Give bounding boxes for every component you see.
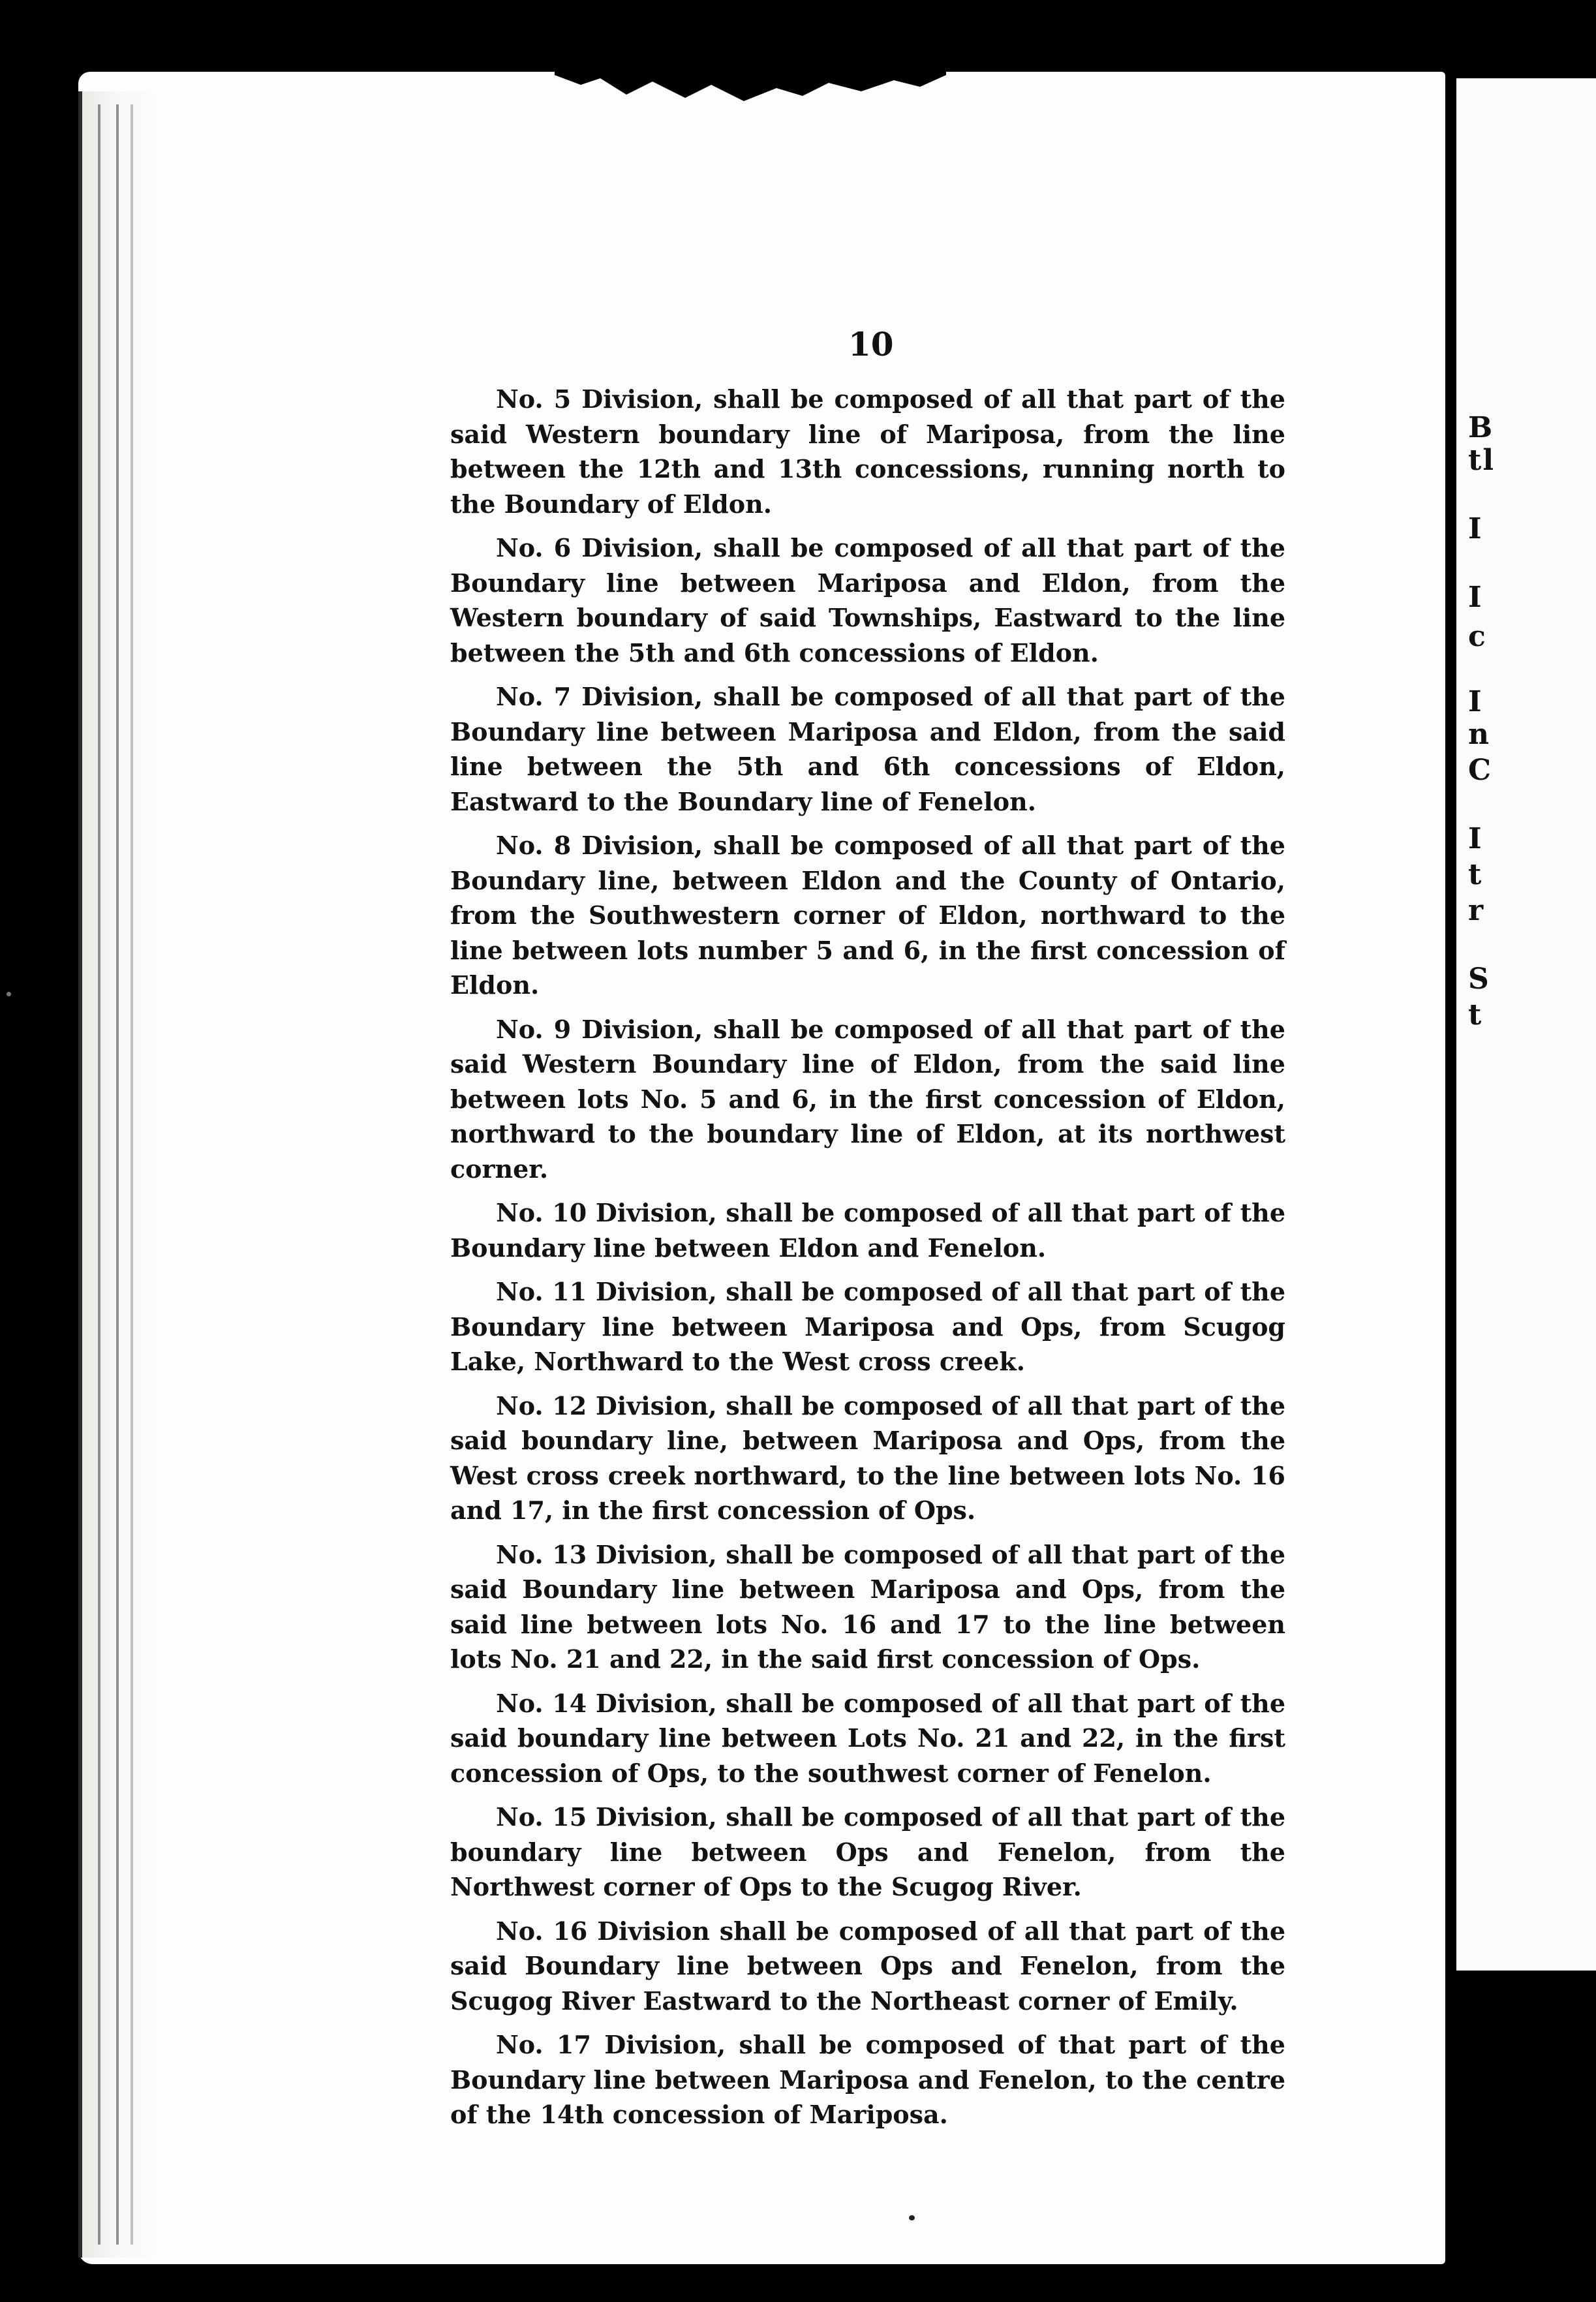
division-paragraph: No. 13 Division, shall be composed of all that part of the said Boundary line between Mariposa and Ops, from the said line between lots No. 16 and 17 to the line between lots No. 21 and 22, in the said first concession of Ops. xyxy=(450,1539,1285,1674)
adjacent-page-fragment: t xyxy=(1468,858,1483,891)
page-mark xyxy=(909,2215,915,2220)
division-paragraph: No. 11 Division, shall be composed of all that part of the Boundary line between Mariposa and Ops, from Scugog Lake, Northward to the West cross creek. xyxy=(450,1277,1285,1376)
division-paragraph: No. 10 Division, shall be composed of all that part of the Boundary line between Eldon and Fenelon. xyxy=(450,1198,1285,1263)
division-paragraph: No. 15 Division, shall be composed of all that part of the boundary line between Ops and Fenelon, from the Northwest corner of Ops to the Scugog River. xyxy=(450,1802,1285,1901)
adjacent-page-fragment: I xyxy=(1468,512,1483,545)
adjacent-page-fragment: C xyxy=(1468,754,1493,787)
division-paragraph: No. 12 Division, shall be composed of all that part of the said boundary line, between Mariposa and Ops, from the West cross creek northward, to the line between lots No. 16 and 17, in the first concession of Ops. xyxy=(450,1390,1285,1525)
division-paragraph: No. 16 Division shall be composed of all that part of the said Boundary line between Ops and Fenelon, from the Scugog River Eastward to the Northeast corner of Emily. xyxy=(450,1916,1285,2016)
gutter-line xyxy=(130,104,133,2245)
division-paragraph: No. 14 Division, shall be composed of all that part of the said boundary line between Lots No. 21 and 22, in the first concession of Ops, to the southwest corner of Fenelon. xyxy=(450,1688,1285,1788)
adjacent-page-fragment: I xyxy=(1468,822,1483,855)
division-paragraph: No. 5 Division, shall be composed of all that part of the said Western boundary line of Mariposa, from the line between the 12th and 13th concessions, running north to the Boundary of Eldon. xyxy=(450,384,1285,519)
adjacent-page-fragment: S xyxy=(1468,962,1490,996)
division-paragraph: No. 9 Division, shall be composed of all that part of the said Western Boundary line of Eldon, from the said line between lots No. 5 and 6, in the first concession of Eldon, northward to the boundary line of Eldon, at its northwest corner. xyxy=(450,1014,1285,1184)
page-gutter-edge xyxy=(78,91,161,2258)
adjacent-page-sliver xyxy=(1456,78,1596,1971)
adjacent-page-fragment: tl xyxy=(1468,444,1496,477)
gutter-line xyxy=(116,104,119,2245)
division-paragraph: No. 7 Division, shall be composed of all that part of the Boundary line between Mariposa and Eldon, from the said line between the 5th and 6th concessions of Eldon, Eastward to the Boundary line of Fenelon. xyxy=(450,682,1285,816)
division-paragraph: No. 8 Division, shall be composed of all that part of the Boundary line, between Eldon and the County of Ontario, from the Southwestern corner of Eldon, northward to the line between lots number 5 and 6, in the first concession of Eldon. xyxy=(450,831,1285,1000)
page-body-text xyxy=(450,382,1285,2141)
torn-page-scraps xyxy=(555,69,946,114)
adjacent-page-fragment: B xyxy=(1468,411,1494,444)
division-paragraph: No. 17 Division, shall be composed of that part of the Boundary line between Mariposa and Fenelon, to the centre of the 14th concession of Mariposa. xyxy=(450,2030,1285,2129)
adjacent-page-fragment: t xyxy=(1468,998,1483,1032)
adjacent-page-fragment: I xyxy=(1468,581,1483,614)
gutter-line xyxy=(98,104,100,2245)
scan-speck xyxy=(7,992,11,996)
adjacent-page-fragment: c xyxy=(1468,620,1487,653)
adjacent-page-fragment: r xyxy=(1468,894,1485,927)
adjacent-page-fragment: I xyxy=(1468,685,1483,718)
division-paragraph: No. 6 Division, shall be composed of all that part of the Boundary line between Mariposa and Eldon, from the Western boundary of said Townships, Eastward to the line between the 5th and 6th concessions of Eldon. xyxy=(450,533,1285,668)
page-number: 10 xyxy=(848,325,894,363)
adjacent-page-fragment: n xyxy=(1468,718,1490,751)
